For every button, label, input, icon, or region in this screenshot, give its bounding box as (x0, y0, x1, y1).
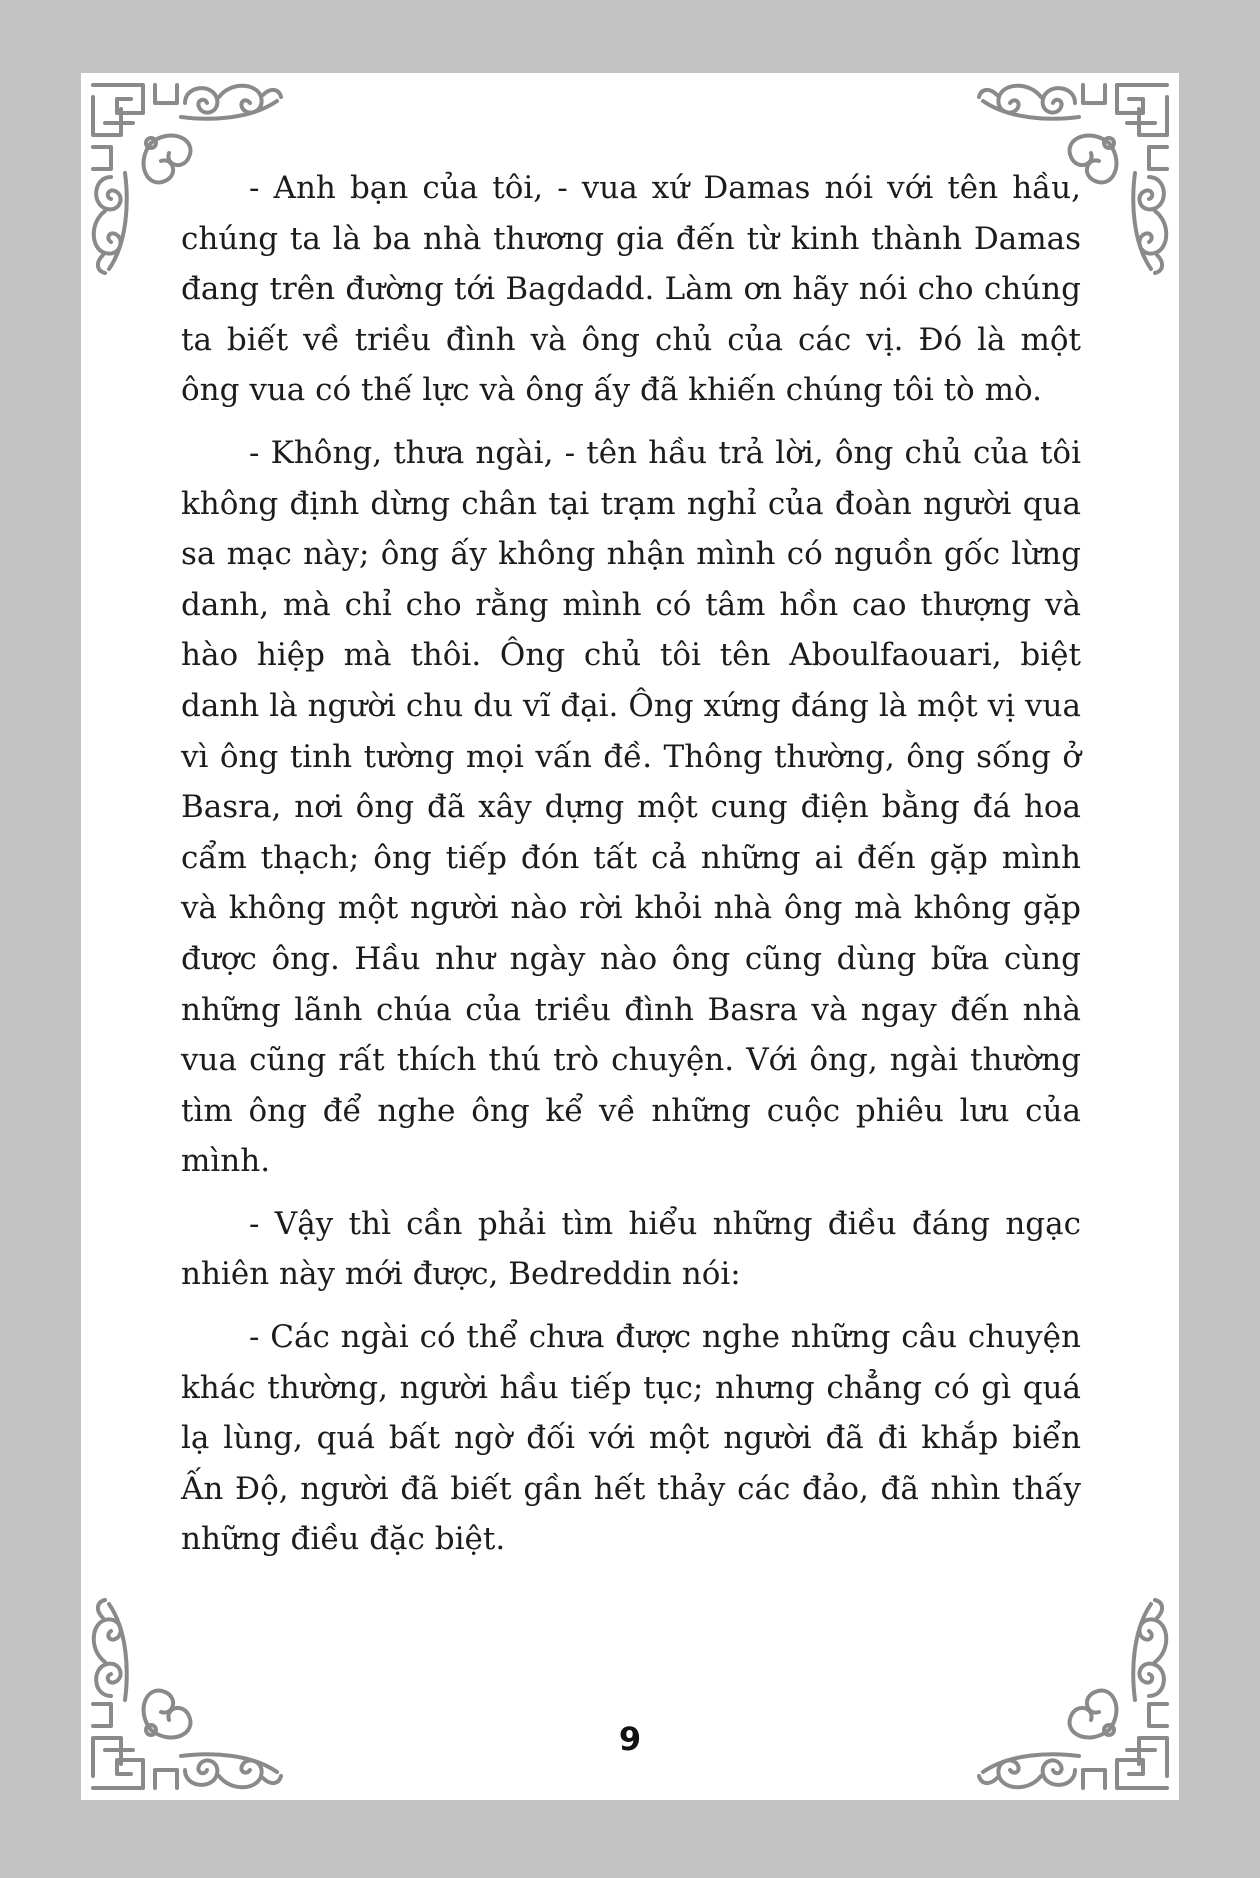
paragraph: - Anh bạn của tôi, - vua xứ Damas nói với tên hầu, chúng ta là ba nhà thương gia đến từ kinh thành Damas đang trên đường tới Bagdadd. Làm ơn hãy nói cho chúng ta biết về triều đình và ông chủ của các vị. Đó là một ông vua có thế lực và ông ấy đã khiến chúng tôi tò mò. (181, 170, 1081, 409)
paragraph: - Vậy thì cần phải tìm hiểu những điều đáng ngạc nhiên này mới được, Bedreddin nói: (181, 1205, 1081, 1293)
paragraph: - Không, thưa ngài, - tên hầu trả lời, ông chủ của tôi không định dừng chân tại trạm nghỉ của đoàn người qua sa mạc này; ông ấy không nhận mình có nguồn gốc lừng danh, mà chỉ cho rằng mình có tâm hồn cao thượng và hào hiệp mà thôi. Ông chủ tôi tên Aboulfaouari, biệt danh là người chu du vĩ đại. Ông xứng đáng là một vị vua vì ông tinh tường mọi vấn đề. Thông thường, ông sống ở Basra, nơi ông đã xây dựng một cung điện bằng đá hoa cẩm thạch; ông tiếp đón tất cả những ai đến gặp mình và không một người nào rời khỏi nhà ông mà không gặp được ông. Hầu như ngày nào ông cũng dùng bữa cùng những lãnh chúa của triều đình Basra và ngay đến nhà vua cũng rất thích thú trò chuyện. Với ông, ngài thường tìm ông để nghe ông kể về những cuộc phiêu lưu của mình. (181, 434, 1081, 1180)
ornament-icon (969, 1590, 1179, 1800)
book-page (81, 73, 1179, 1800)
corner-ornament-bottom-left (81, 1590, 291, 1800)
page-number: 9 (618, 1720, 642, 1758)
paragraph: - Các ngài có thể chưa được nghe những câu chuyện khác thường, người hầu tiếp tục; nhưng chẳng có gì quá lạ lùng, quá bất ngờ đối với một người đã đi khắp biển Ấn Độ, người đã biết gần hết thảy các đảo, đã nhìn thấy những điều đặc biệt. (181, 1319, 1081, 1558)
body-text (181, 163, 1081, 1577)
corner-ornament-bottom-right (969, 1590, 1179, 1800)
ornament-icon (81, 1590, 291, 1800)
